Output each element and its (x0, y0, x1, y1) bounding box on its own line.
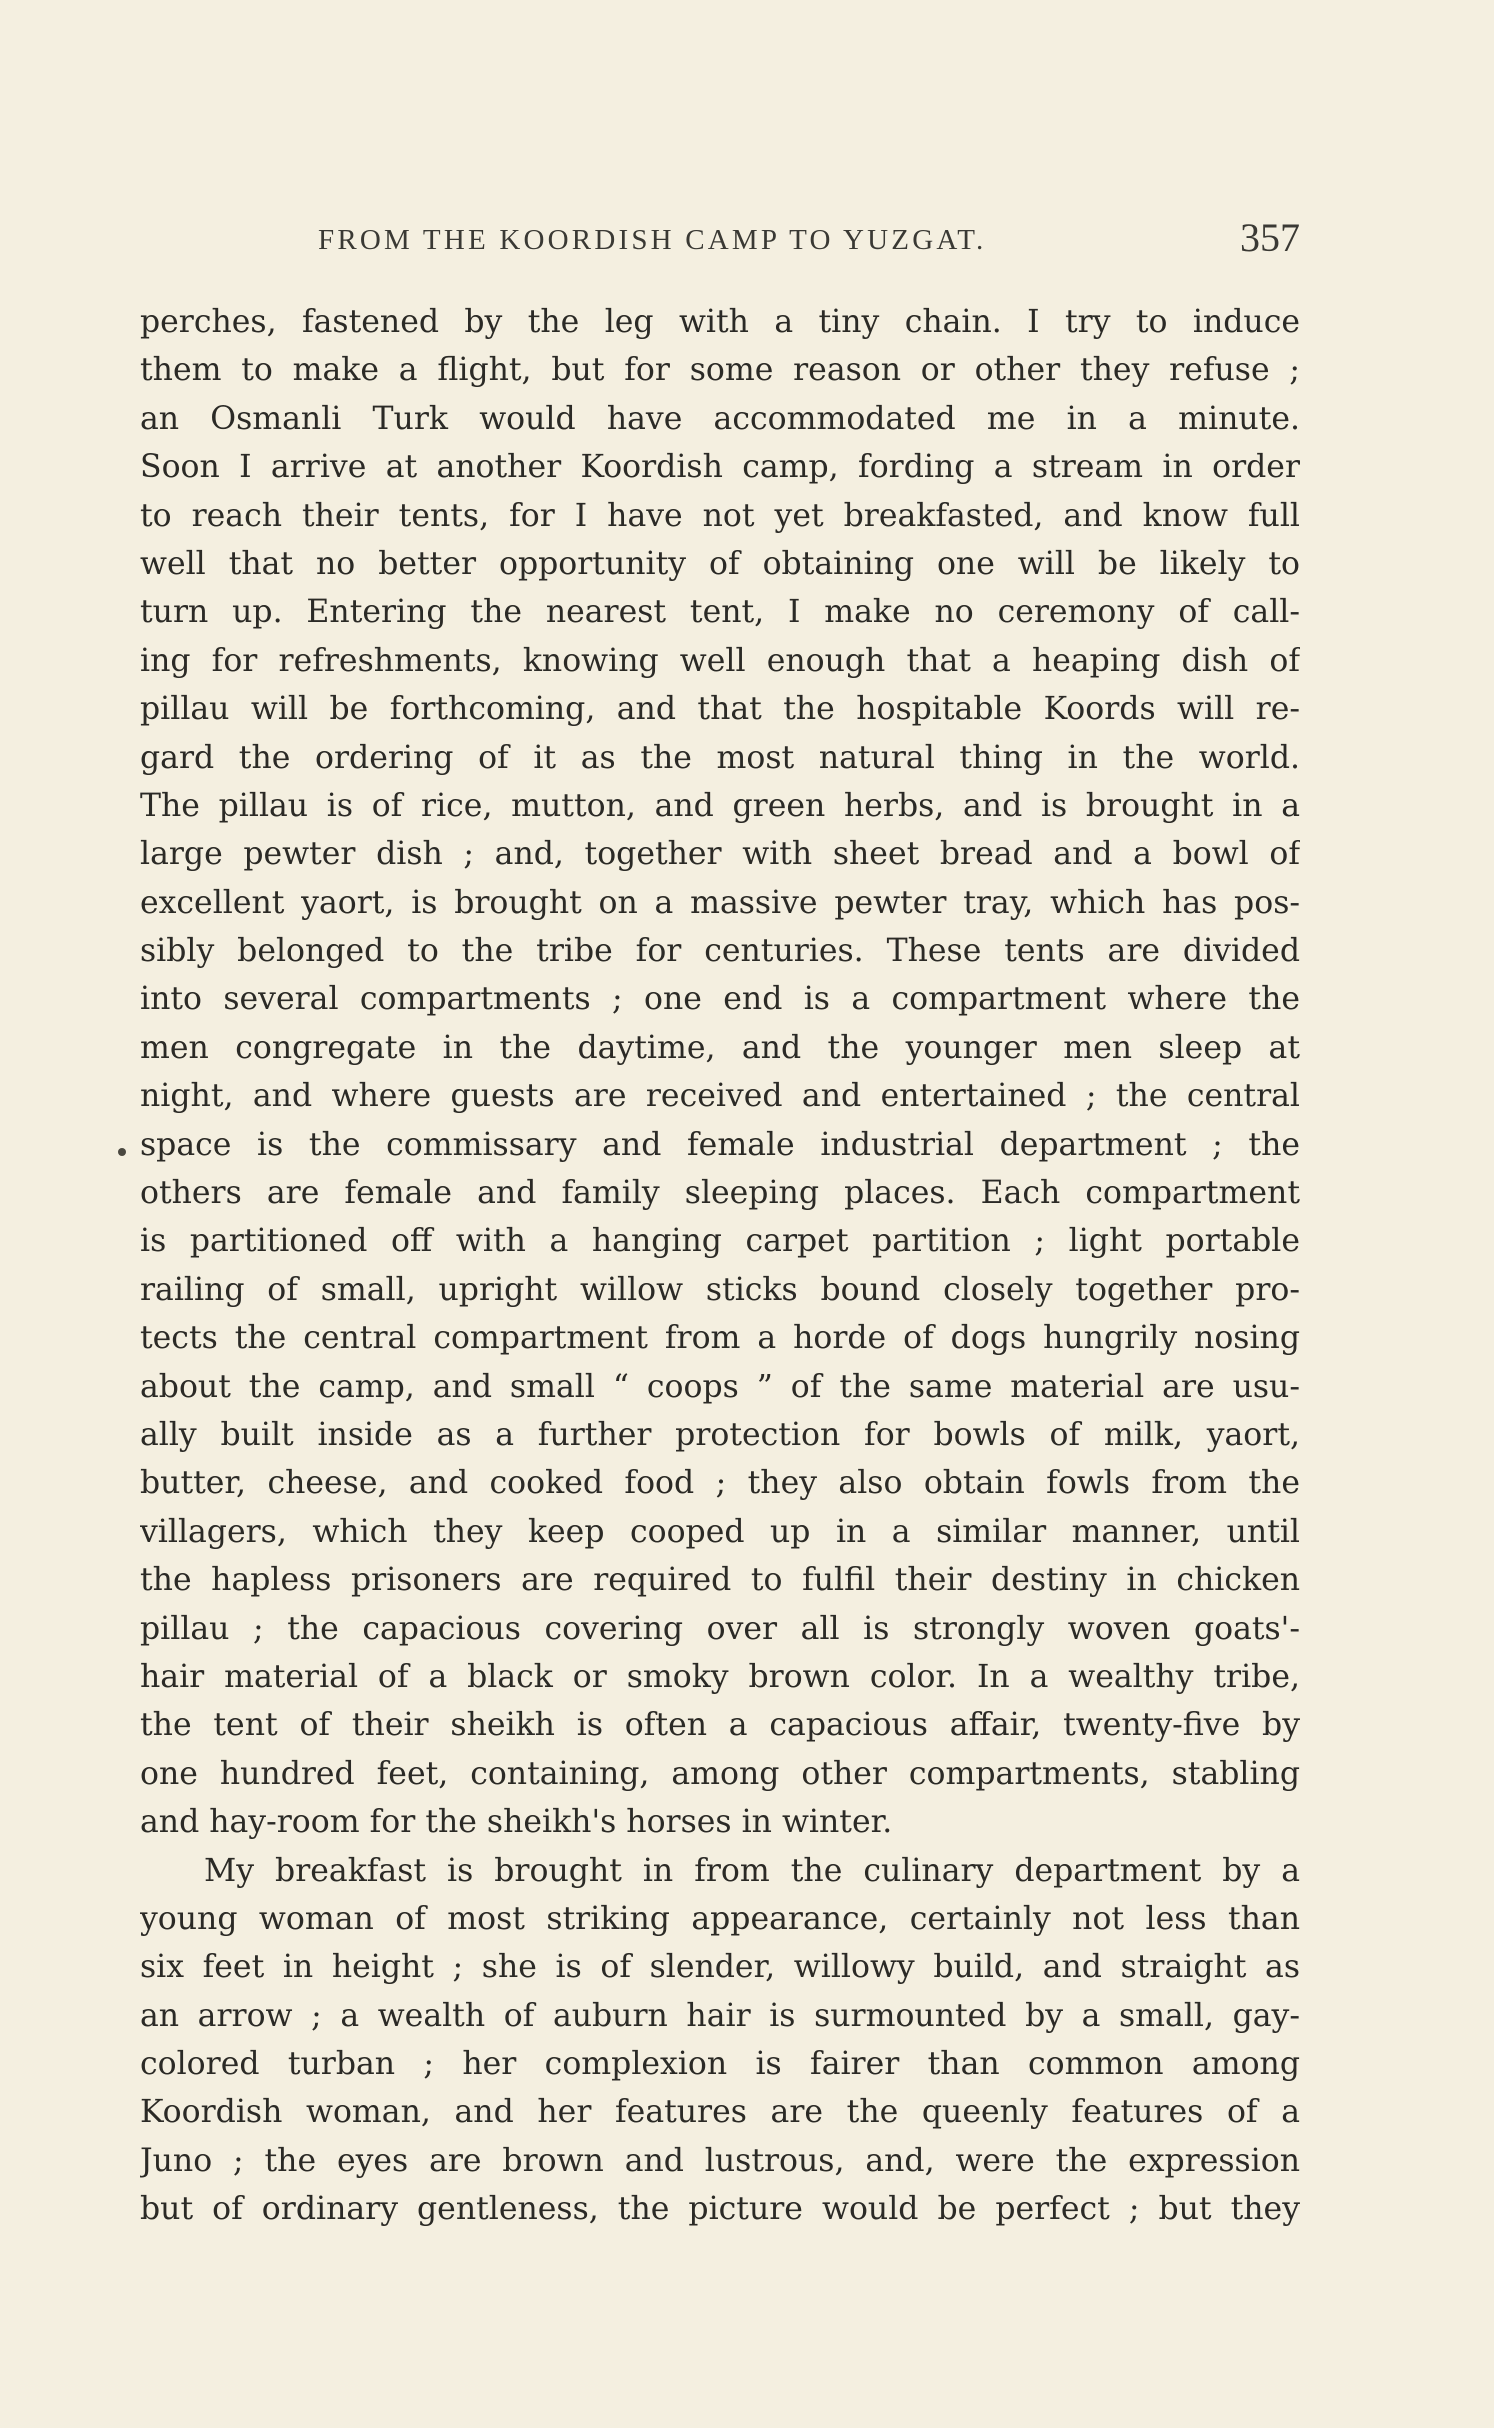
text-line: gard the ordering of it as the most natural thing in the world. (140, 739, 1300, 776)
text-line: Koordish woman, and her features are the queenly features of a (140, 2094, 1300, 2131)
text-line: but of ordinary gentleness, the picture would be perfect ; but they (140, 2191, 1300, 2228)
margin-mark (118, 1148, 126, 1156)
text-line: ing for refreshments, knowing well enough that a heaping dish of (140, 642, 1300, 679)
text-line: sibly belonged to the tribe for centuries. These tents are divided (140, 933, 1300, 970)
text-line: butter, cheese, and cooked food ; they also obtain fowls from the (140, 1465, 1300, 1502)
text-line: about the camp, and small “ coops ” of the same material are usu- (140, 1368, 1300, 1405)
text-line: turn up. Entering the nearest tent, I make no ceremony of call- (140, 594, 1300, 631)
text-line: and hay-room for the sheikh's horses in winter. (140, 1804, 893, 1841)
text-line: six feet in height ; she is of slender, willowy build, and straight as (140, 1949, 1300, 1986)
text-line: the tent of their sheikh is often a capacious affair, twenty-five by (140, 1707, 1300, 1744)
text-line: villagers, which they keep cooped up in a similar manner, until (140, 1513, 1300, 1550)
text-line: is partitioned off with a hanging carpet partition ; light portable (140, 1223, 1300, 1260)
text-line: young woman of most striking appearance, certainly not less than (140, 1900, 1300, 1937)
text-line: ally built inside as a further protection for bowls of milk, yaort, (140, 1416, 1300, 1453)
text-line: tects the central compartment from a horde of dogs hungrily nosing (140, 1320, 1300, 1357)
text-line: to reach their tents, for I have not yet breakfasted, and know full (140, 497, 1300, 534)
text-line: an arrow ; a wealth of auburn hair is surmounted by a small, gay- (140, 1997, 1300, 2034)
text-line: The pillau is of rice, mutton, and green herbs, and is brought in a (140, 787, 1300, 824)
text-line: hair material of a black or smoky brown color. In a wealthy tribe, (140, 1658, 1300, 1695)
text-line: into several compartments ; one end is a compartment where the (140, 981, 1300, 1018)
text-line: the hapless prisoners are required to fulfil their destiny in chicken (140, 1562, 1300, 1599)
running-title: FROM THE KOORDISH CAMP TO YUZGAT. (318, 224, 987, 256)
text-line: them to make a flight, but for some reason or other they refuse ; (140, 352, 1300, 389)
text-line: others are female and family sleeping places. Each compartment (140, 1175, 1300, 1212)
text-line: railing of small, upright willow sticks bound closely together pro- (140, 1271, 1300, 1308)
text-line: colored turban ; her complexion is fairer than common among (140, 2046, 1300, 2083)
text-line: pillau will be forthcoming, and that the hospitable Koords will re- (140, 691, 1300, 728)
text-line: perches, fastened by the leg with a tiny chain. I try to induce (140, 304, 1300, 340)
text-line: space is the commissary and female industrial department ; the (140, 1126, 1300, 1163)
body-text (140, 298, 1300, 2234)
page-number: 357 (1240, 215, 1300, 260)
page-header (140, 215, 1300, 262)
text-line: excellent yaort, is brought on a massive pewter tray, which has pos- (140, 884, 1300, 921)
text-line: Soon I arrive at another Koordish camp, fording a stream in order (140, 449, 1300, 486)
text-line: one hundred feet, containing, among other compartments, stabling (140, 1755, 1300, 1792)
text-line: night, and where guests are received and entertained ; the central (140, 1078, 1300, 1115)
text-line: My breakfast is brought in from the culinary department by a (204, 1852, 1300, 1889)
text-line: men congregate in the daytime, and the younger men sleep at (140, 1029, 1300, 1066)
text-line: well that no better opportunity of obtaining one will be likely to (140, 545, 1300, 582)
text-line: an Osmanli Turk would have accommodated me in a minute. (140, 400, 1300, 437)
text-line: pillau ; the capacious covering over all is strongly woven goats'- (140, 1610, 1300, 1647)
text-line: large pewter dish ; and, together with sheet bread and a bowl of (140, 836, 1300, 873)
text-line: Juno ; the eyes are brown and lustrous, and, were the expression (140, 2142, 1300, 2179)
